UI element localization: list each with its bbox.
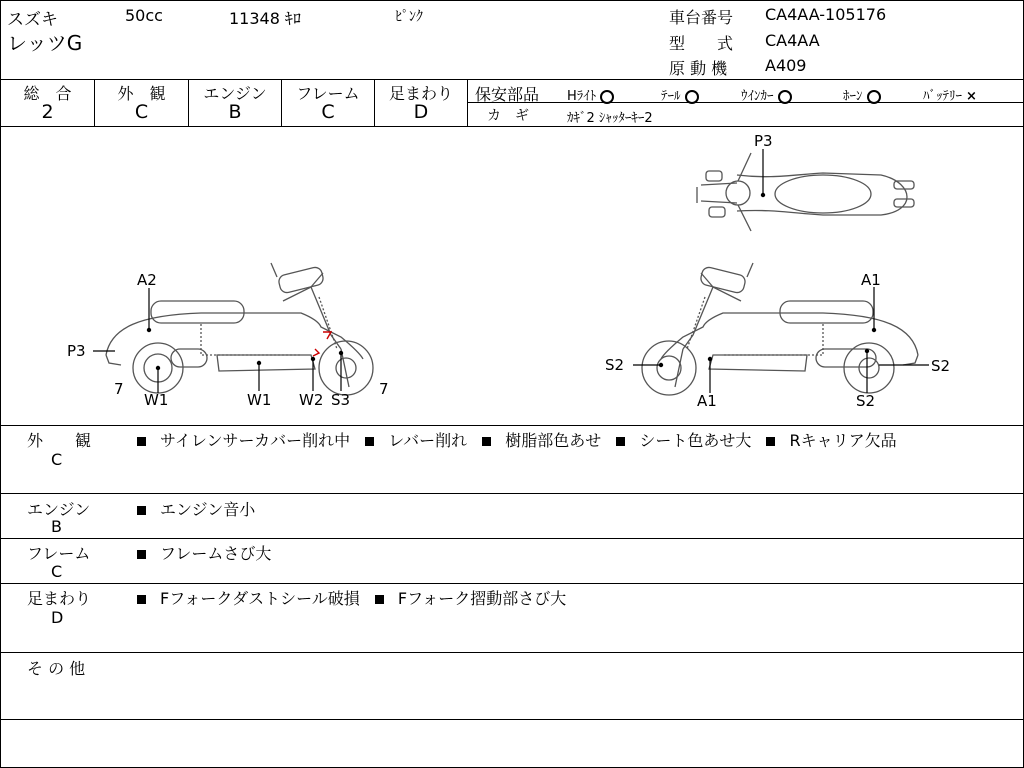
diagram-label: S2 [856,392,876,410]
note-label-suspension: 足まわり [27,589,92,608]
diagram-label: A2 [137,271,157,289]
damage-mark [313,332,331,356]
divider [1,583,1023,584]
type-value: CA4AA [765,31,820,50]
diagram-label: 7 [379,380,389,398]
divider [1,493,1023,494]
note-items-engine [137,497,255,520]
ok-circle-icon [867,90,881,104]
maker: スズキ [7,10,58,30]
grade-overall-label: 総 合 [23,84,72,103]
ok-circle-icon [600,90,614,104]
type-label: 型 式 [669,34,734,53]
note-item: サイレンサーカバー削れ中 [160,431,351,450]
frame-no-label: 車台番号 [669,8,734,27]
note-label-frame: フレーム [27,544,91,563]
divider [1,425,1023,426]
diagram-label: 7 [114,380,124,398]
bullet-square-icon [616,437,625,446]
grade-exterior-label: 外 観 [117,84,166,103]
mileage: 11348 ｷﾛ [229,9,301,28]
diagram-label: W1 [247,391,272,409]
diagram-label: A1 [861,271,881,289]
ng-cross-icon: × [966,89,977,104]
divider [1,79,1023,80]
displacement: 50cc [125,6,163,25]
grade-suspension-label: 足まわり [388,84,453,103]
keys-value: ｶｷﾞ2 ｼｬｯﾀｰｷｰ2 [567,111,653,126]
frame-no: CA4AA-105176 [765,5,887,24]
note-items-suspension [137,586,576,609]
safety-item-winker: ｳｲﾝｶｰ [741,85,792,104]
note-item: フレームさび大 [160,544,272,563]
bullet-square-icon [375,595,384,604]
grade-engine-label: エンジン [203,84,267,103]
diagram-label: A1 [697,392,717,410]
diagram-label: W1 [144,391,169,409]
safety-item-battery: ﾊﾞｯﾃﾘｰ × [923,89,977,104]
keys-label: カ ギ [487,108,529,124]
ok-circle-icon [685,90,699,104]
diagram-label: W2 [299,391,324,409]
note-items-exterior [137,428,907,451]
grade-suspension-value: D [413,101,429,123]
note-item: Fフォークダストシール破損 [160,589,360,608]
bullet-square-icon [365,437,374,446]
bullet-square-icon [482,437,491,446]
diagram-label: S2 [931,357,951,375]
bullet-square-icon [766,437,775,446]
note-label-other: そ の 他 [27,659,86,678]
note-items-frame [137,541,271,564]
engine-label: 原 動 機 [669,59,728,78]
diagram-label: S3 [331,391,351,409]
note-item: Fフォーク摺動部さび大 [397,589,567,608]
note-item: エンジン音小 [160,500,256,519]
engine-value: A409 [765,56,807,75]
color: ﾋﾟﾝｸ [395,9,423,25]
grade-engine-value: B [228,101,242,123]
safety-item-headlight: Hﾗｲﾄ [567,85,614,104]
bullet-square-icon [137,550,146,559]
note-item: 樹脂部色あせ [505,431,602,450]
safety-title: 保安部品 [475,85,540,104]
bullet-square-icon [137,437,146,446]
diagram-label: S2 [605,356,625,374]
note-item: Rキャリア欠品 [789,431,897,450]
diagram-label: P3 [67,342,86,360]
grade-exterior-value: C [134,101,149,123]
note-grade-engine: B [51,517,62,536]
model-name: レッツG [7,31,83,55]
bullet-square-icon [137,595,146,604]
divider [1,719,1023,720]
note-item: レバー削れ [388,431,468,450]
safety-item-horn: ﾎｰﾝ [843,85,881,104]
note-grade-suspension: D [51,608,64,627]
grade-frame-value: C [321,101,335,123]
grade-frame-label: フレーム [296,84,360,103]
grade-overall-value: 2 [41,101,54,123]
divider [1,652,1023,653]
divider [1,538,1023,539]
safety-item-taillight: ﾃｰﾙ [661,85,699,104]
note-label-engine: エンジン [27,500,91,519]
diagram-label: P3 [754,132,773,150]
note-item: シート色あせ大 [639,431,752,450]
note-label-exterior: 外 観 [27,431,92,450]
note-grade-frame: C [51,562,63,581]
bullet-square-icon [137,506,146,515]
note-grade-exterior: C [51,450,63,469]
ok-circle-icon [778,90,792,104]
